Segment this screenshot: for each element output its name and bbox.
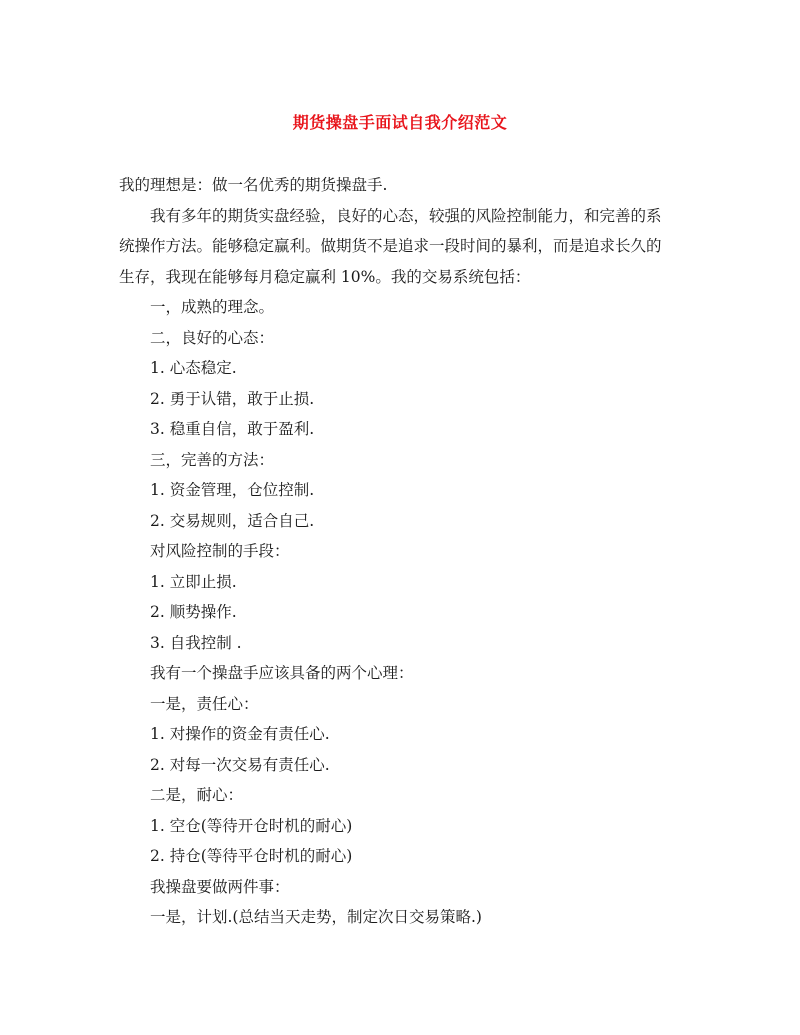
paragraph-line: 生存，我现在能够每月稳定赢利 10%。我的交易系统包括： (119, 267, 531, 286)
list-item: 1. 对操作的资金有责任心. (150, 725, 330, 743)
list-item: 一是，计划.(总结当天走势，制定次日交易策略.) (150, 908, 482, 926)
paragraph-line: 我有一个操盘手应该具备的两个心理： (150, 664, 414, 682)
paragraph-line: 我的理想是：做一名优秀的期货操盘手. (119, 176, 388, 194)
list-item: 1. 资金管理，仓位控制. (150, 481, 315, 499)
list-item: 2. 交易规则，适合自己. (150, 511, 315, 530)
list-heading: 二，良好的心态： (150, 328, 275, 347)
document-title: 期货操盘手面试自我介绍范文 (292, 113, 508, 132)
list-heading: 一，成熟的理念。 (150, 298, 275, 316)
paragraph-line: 我有多年的期货实盘经验，良好的心态，较强的风险控制能力，和完善的系 (150, 206, 662, 225)
list-item: 2. 持仓(等待平仓时机的耐心) (150, 847, 353, 865)
list-heading: 三，完善的方法： (150, 450, 275, 469)
list-item: 2. 勇于认错，敢于止损. (150, 389, 315, 408)
list-item: 3. 自我控制 . (150, 633, 242, 652)
list-item: 1. 空仓(等待开仓时机的耐心) (150, 816, 353, 835)
document-body (119, 170, 681, 933)
list-heading: 一是，责任心： (150, 694, 259, 713)
list-item: 3. 稳重自信，敢于盈利. (150, 420, 315, 438)
paragraph-line: 统操作方法。能够稳定赢利。做期货不是追求一段时间的暴利，而是追求长久的 (119, 237, 662, 255)
list-heading: 二是，耐心： (150, 786, 244, 804)
list-item: 2. 顺势操作. (150, 603, 237, 621)
list-item: 2. 对每一次交易有责任心. (150, 755, 330, 774)
list-item: 1. 立即止损. (150, 572, 237, 591)
list-heading: 对风险控制的手段： (150, 542, 290, 560)
list-item: 1. 心态稳定. (150, 359, 237, 377)
paragraph-line: 我操盘要做两件事： (150, 877, 290, 896)
